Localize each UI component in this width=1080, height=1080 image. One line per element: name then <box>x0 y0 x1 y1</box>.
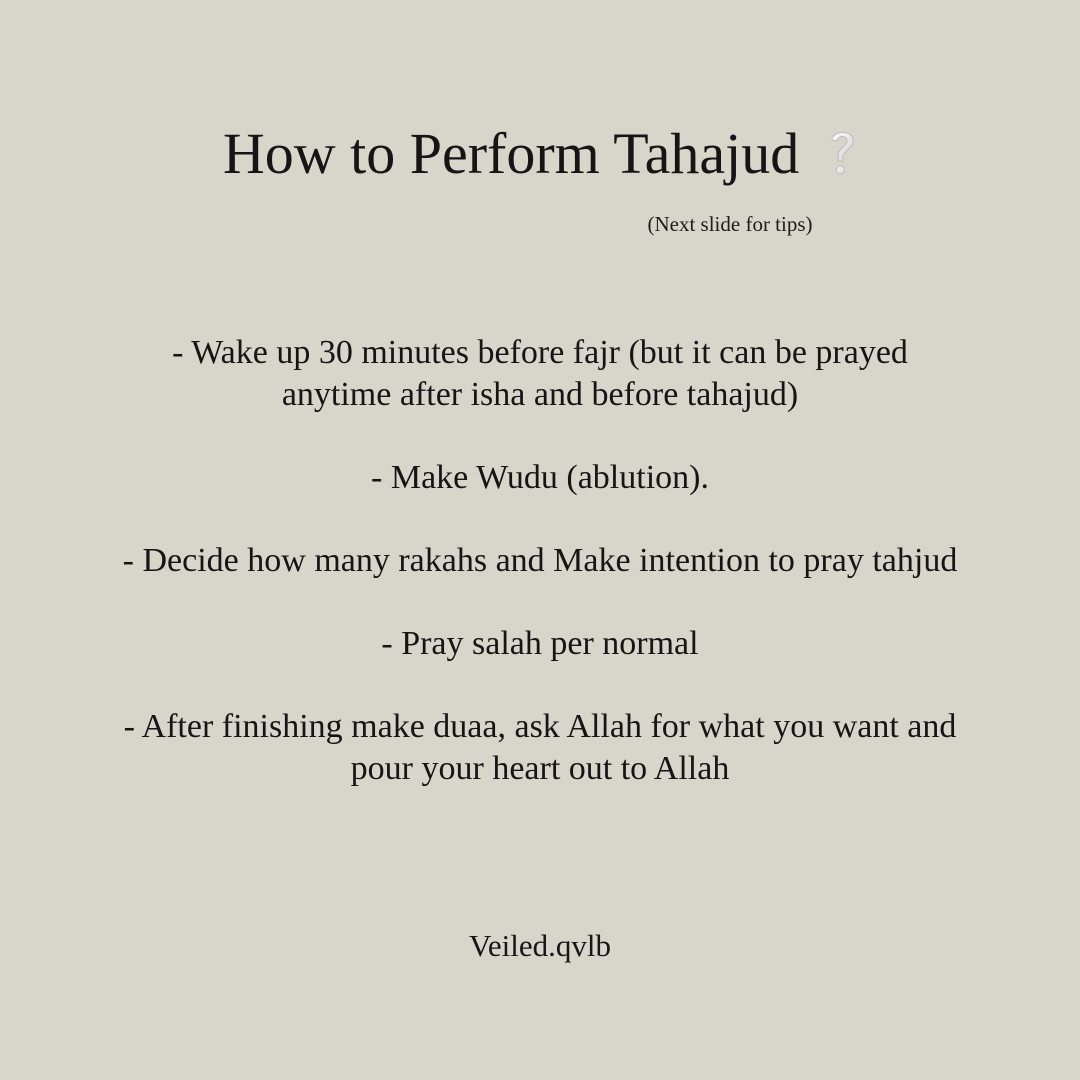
step-item: - Make Wudu (ablution). <box>371 459 709 496</box>
question-mark-icon <box>827 126 857 178</box>
step-item: - Wake up 30 minutes before fajr (but it can be prayed anytime after isha and before tahajud) <box>172 334 908 413</box>
step-item: - After finishing make duaa, ask Allah for what you want and pour your heart out to Allah <box>123 708 957 787</box>
page-title: How to Perform Tahajud <box>222 121 800 186</box>
steps-list <box>120 332 960 831</box>
title-row <box>0 120 1080 187</box>
step-item: - Pray salah per normal <box>381 625 699 662</box>
next-slide-hint: (Next slide for tips) <box>647 212 813 236</box>
account-handle: Veiled.qvlb <box>468 928 612 963</box>
step-item: - Decide how many rakahs and Make intention to pray tahjud <box>122 542 958 579</box>
